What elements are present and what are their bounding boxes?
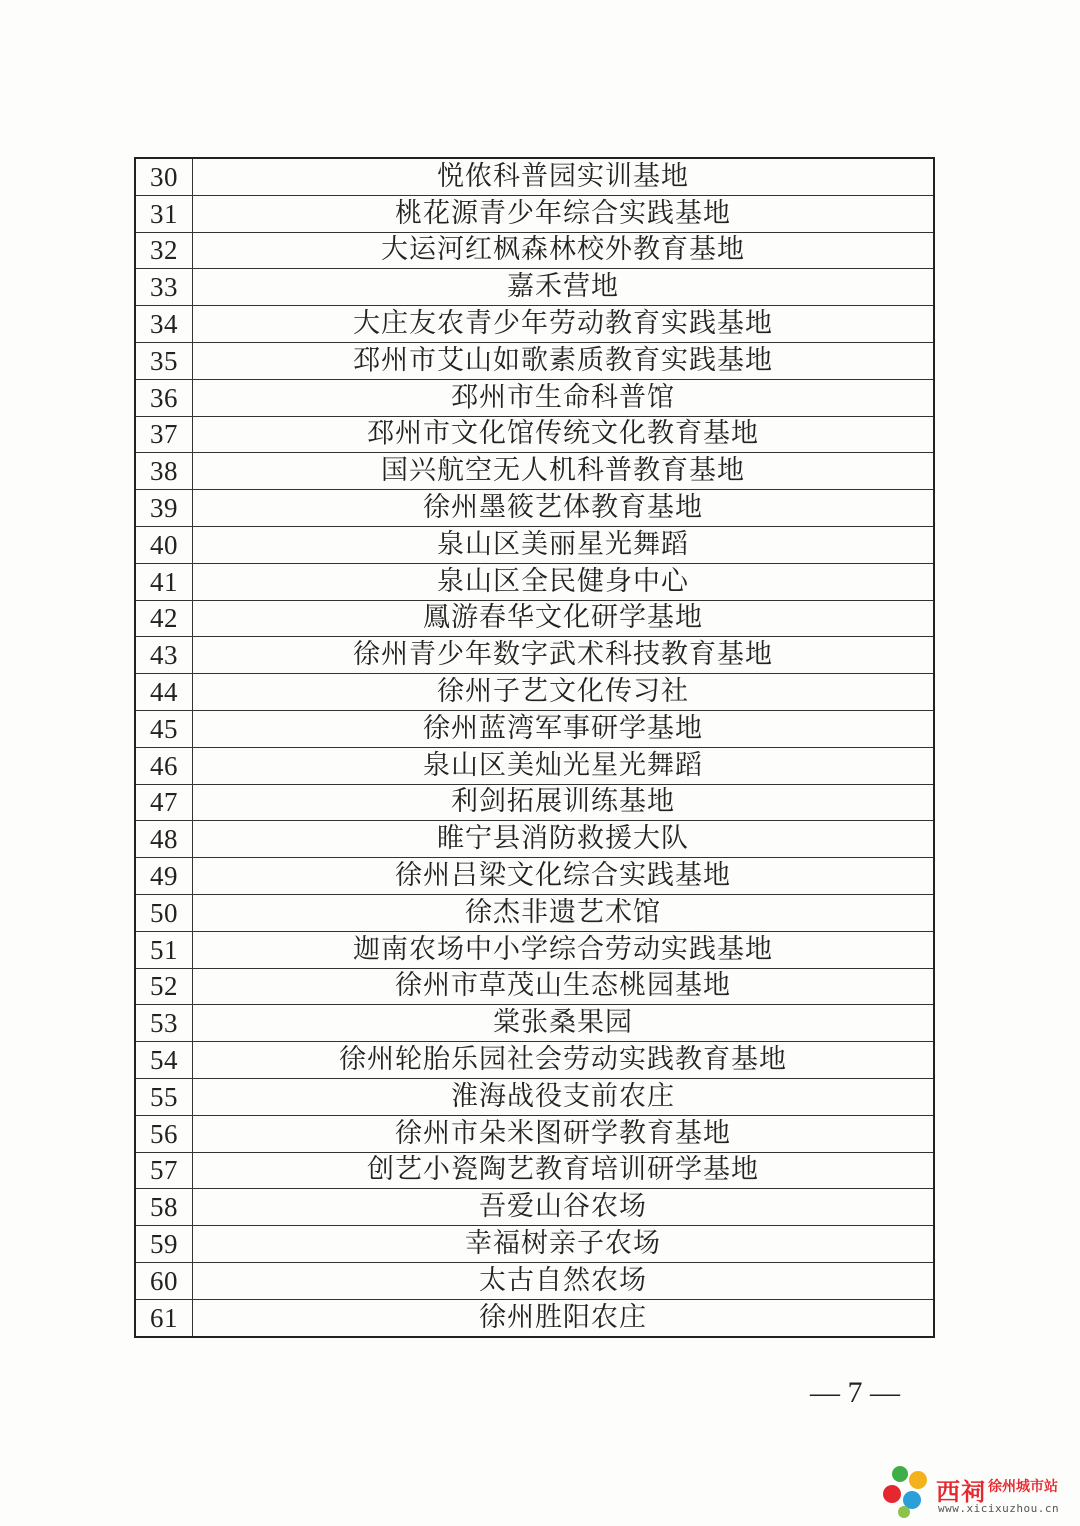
base-name: 泉山区全民健身中心 — [193, 563, 935, 600]
base-name: 大运河红枫森林校外教育基地 — [193, 232, 935, 269]
table-row — [135, 1262, 934, 1299]
row-number: 57 — [135, 1152, 193, 1189]
table-row — [135, 1115, 934, 1152]
watermark — [878, 1460, 1078, 1522]
base-name: 幸福树亲子农场 — [193, 1226, 935, 1263]
base-name: 嘉禾营地 — [193, 269, 935, 306]
row-number: 33 — [135, 269, 193, 306]
row-number: 55 — [135, 1078, 193, 1115]
table-row — [135, 1078, 934, 1115]
base-name: 徐州市朵米图研学教育基地 — [193, 1115, 935, 1152]
base-name: 泉山区美丽星光舞蹈 — [193, 526, 935, 563]
row-number: 49 — [135, 858, 193, 895]
base-name: 邳州市艾山如歌素质教育实践基地 — [193, 342, 935, 379]
base-name: 睢宁县消防救援大队 — [193, 821, 935, 858]
table-row — [135, 674, 934, 711]
table-row — [135, 563, 934, 600]
table-row — [135, 1226, 934, 1263]
row-number: 59 — [135, 1226, 193, 1263]
table-row — [135, 1042, 934, 1079]
table-row — [135, 232, 934, 269]
row-number: 58 — [135, 1189, 193, 1226]
row-number: 43 — [135, 637, 193, 674]
table-row — [135, 306, 934, 343]
watermark-brand: 西祠 — [936, 1478, 986, 1506]
row-number: 47 — [135, 784, 193, 821]
row-number: 41 — [135, 563, 193, 600]
base-name: 国兴航空无人机科普教育基地 — [193, 453, 935, 490]
table-row — [135, 931, 934, 968]
table-row — [135, 894, 934, 931]
base-name: 淮海战役支前农庄 — [193, 1078, 935, 1115]
table-row — [135, 1152, 934, 1189]
row-number: 32 — [135, 232, 193, 269]
logo-mark-icon — [878, 1460, 938, 1520]
watermark-brand-sub: 徐州城市站 — [988, 1479, 1058, 1495]
row-number: 30 — [135, 158, 193, 195]
base-name: 徐州轮胎乐园社会劳动实践教育基地 — [193, 1042, 935, 1079]
table-row — [135, 637, 934, 674]
table-row — [135, 968, 934, 1005]
base-name: 徐州吕梁文化综合实践基地 — [193, 858, 935, 895]
row-number: 51 — [135, 931, 193, 968]
row-number: 42 — [135, 600, 193, 637]
base-name: 太古自然农场 — [193, 1262, 935, 1299]
base-name: 鳳游春华文化研学基地 — [193, 600, 935, 637]
row-number: 61 — [135, 1299, 193, 1336]
row-number: 50 — [135, 894, 193, 931]
base-name: 悦侬科普园实训基地 — [193, 158, 935, 195]
base-name: 徐州蓝湾军事研学基地 — [193, 710, 935, 747]
base-name: 徐州青少年数字武术科技教育基地 — [193, 637, 935, 674]
table-row — [135, 158, 934, 195]
row-number: 56 — [135, 1115, 193, 1152]
page-number: — 7 — — [810, 1376, 900, 1409]
base-name: 徐州墨筱艺体教育基地 — [193, 490, 935, 527]
table-row — [135, 858, 934, 895]
table-row — [135, 1299, 934, 1336]
table-row — [135, 784, 934, 821]
row-number: 39 — [135, 490, 193, 527]
row-number: 38 — [135, 453, 193, 490]
row-number: 34 — [135, 306, 193, 343]
row-number: 45 — [135, 710, 193, 747]
row-number: 31 — [135, 195, 193, 232]
base-name: 徐州市草茂山生态桃园基地 — [193, 968, 935, 1005]
row-number: 54 — [135, 1042, 193, 1079]
base-name: 吾爱山谷农场 — [193, 1189, 935, 1226]
table-row — [135, 490, 934, 527]
table-row — [135, 379, 934, 416]
base-name: 桃花源青少年综合实践基地 — [193, 195, 935, 232]
table-body — [135, 158, 934, 1337]
row-number: 60 — [135, 1262, 193, 1299]
base-name: 棠张桑果园 — [193, 1005, 935, 1042]
base-name: 泉山区美灿光星光舞蹈 — [193, 747, 935, 784]
base-list-table — [134, 157, 935, 1338]
table-row — [135, 195, 934, 232]
base-name: 徐州子艺文化传习社 — [193, 674, 935, 711]
base-name: 创艺小瓷陶艺教育培训研学基地 — [193, 1152, 935, 1189]
table-row — [135, 342, 934, 379]
table-row — [135, 453, 934, 490]
table-row — [135, 600, 934, 637]
base-name: 迦南农场中小学综合劳动实践基地 — [193, 931, 935, 968]
base-name: 徐杰非遗艺术馆 — [193, 894, 935, 931]
base-name: 大庄友农青少年劳动教育实践基地 — [193, 306, 935, 343]
row-number: 35 — [135, 342, 193, 379]
table-row — [135, 1005, 934, 1042]
base-name: 利剑拓展训练基地 — [193, 784, 935, 821]
table-row — [135, 269, 934, 306]
row-number: 48 — [135, 821, 193, 858]
row-number: 44 — [135, 674, 193, 711]
row-number: 52 — [135, 968, 193, 1005]
table-row — [135, 526, 934, 563]
row-number: 37 — [135, 416, 193, 453]
row-number: 40 — [135, 526, 193, 563]
base-name: 徐州胜阳农庄 — [193, 1299, 935, 1336]
table-row — [135, 416, 934, 453]
row-number: 46 — [135, 747, 193, 784]
table-row — [135, 1189, 934, 1226]
table-row — [135, 821, 934, 858]
row-number: 36 — [135, 379, 193, 416]
watermark-url: www.xicixuzhou.cn — [938, 1502, 1060, 1515]
base-name: 邳州市生命科普馆 — [193, 379, 935, 416]
base-name: 邳州市文化馆传统文化教育基地 — [193, 416, 935, 453]
row-number: 53 — [135, 1005, 193, 1042]
table-row — [135, 747, 934, 784]
table-row — [135, 710, 934, 747]
